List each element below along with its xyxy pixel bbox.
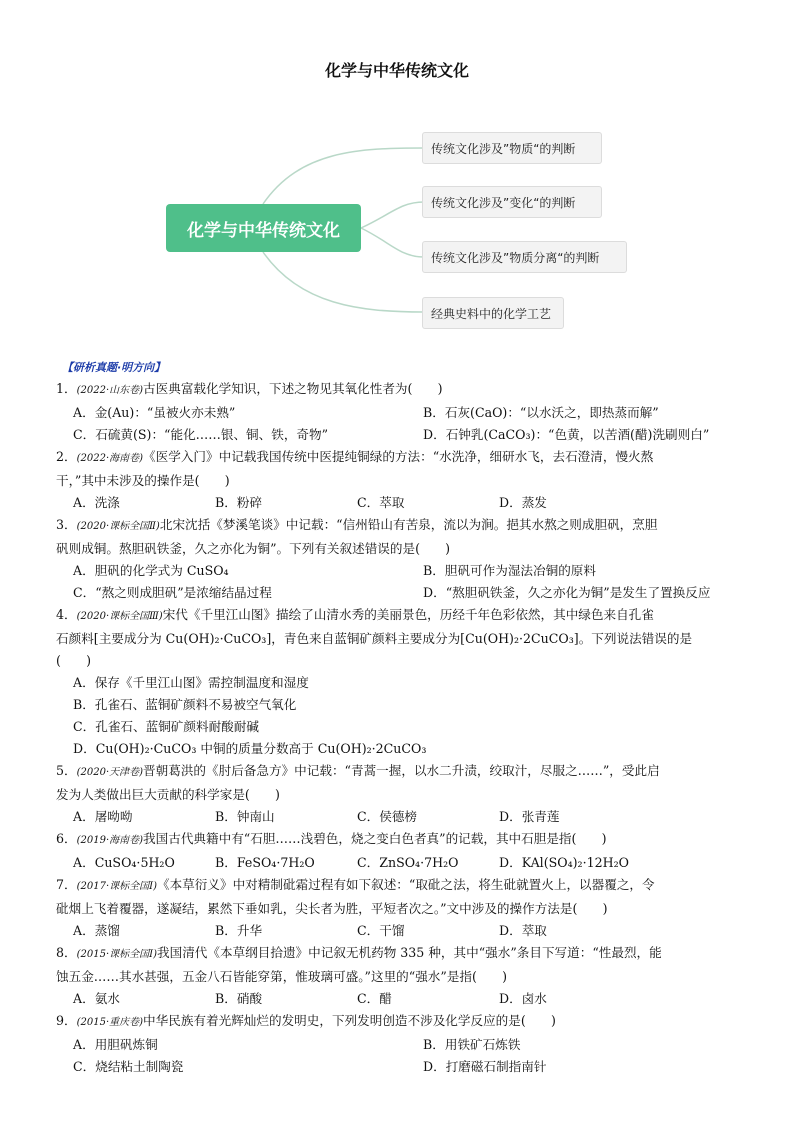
question-text-line: 5．(2020·天津卷)晋朝葛洪的《肘后备急方》中记载：“青蒿一握，以水二升渍，绞取汁，尽服之……”，受此启 [56, 763, 660, 778]
answer-option: C．ZnSO₄·7H₂O [357, 855, 459, 870]
answer-option: A．胆矾的化学式为 CuSO₄ [73, 563, 229, 578]
question-source: (2020·天津卷) [76, 767, 144, 778]
option-row [56, 1034, 746, 1056]
option-row [56, 1056, 746, 1078]
option-row [56, 560, 746, 582]
question-number: 4． [56, 607, 77, 622]
answer-option: C．石硫黄(S)：“能化……银、铜、铁，奇物” [73, 427, 329, 442]
mindmap-connectors [0, 0, 794, 340]
question-source: (2022·海南卷) [76, 453, 144, 464]
answer-option: C．“熬之则成胆矾”是浓缩结晶过程 [73, 585, 272, 600]
answer-option: B．FeSO₄·7H₂O [215, 855, 315, 870]
question-source: (2017·课标全国Ⅰ) [76, 881, 157, 892]
question-item [56, 874, 746, 942]
answer-option: A．蒸馏 [73, 923, 120, 938]
answer-option: B．孔雀石、蓝铜矿颜料不易被空气氧化 [73, 697, 297, 712]
answer-option: B．胆矾可作为湿法冶铜的原料 [423, 563, 596, 578]
mindmap-center-node: 化学与中华传统文化 [166, 204, 361, 252]
answer-option: D．萃取 [499, 923, 547, 938]
answer-option: A．用胆矾炼铜 [73, 1037, 158, 1052]
question-text-line: 7．(2017·课标全国Ⅰ)《本草衍义》中对精制砒霜过程有如下叙述：“取砒之法，将生砒就置火上，以器覆之，令 [56, 877, 655, 892]
answer-option: D．石钟乳(CaCO₃)：“色黄，以苦酒(醋)洗刷则白” [423, 427, 710, 442]
question-number: 3． [56, 517, 77, 532]
answer-option: B．钟南山 [215, 809, 275, 824]
answer-option: C．孔雀石、蓝铜矿颜料耐酸耐碱 [73, 719, 259, 734]
mindmap-branch: 经典史料中的化学工艺 [422, 297, 564, 329]
question-text-line: 砒烟上飞着覆器，遂凝结，累然下垂如乳，尖长者为胜，平短者次之。”文中涉及的操作方法是( ) [56, 901, 608, 916]
answer-option: B．升华 [215, 923, 263, 938]
option-row [56, 694, 746, 716]
page-title: 化学与中华传统文化 [324, 61, 469, 80]
answer-option: C．侯德榜 [357, 809, 418, 824]
question-item [56, 828, 746, 874]
option-row [56, 852, 746, 874]
question-source: (2020·课标全国Ⅱ) [76, 521, 160, 532]
answer-option: A．洗涤 [73, 495, 120, 510]
question-text-line: 1．(2022·山东卷)古医典富载化学知识，下述之物见其氧化性者为( ) [56, 381, 443, 396]
mindmap-branch: 传统文化涉及”变化“的判断 [422, 186, 602, 218]
section-label: 【研析真题·明方向】 [62, 361, 166, 374]
option-row [56, 492, 746, 514]
option-row [56, 988, 746, 1010]
question-number: 5． [56, 763, 77, 778]
option-row [56, 920, 746, 942]
question-item [56, 514, 746, 604]
question-text-line: 干，”其中未涉及的操作是( ) [56, 473, 230, 488]
mindmap-branch: 传统文化涉及”物质分离“的判断 [422, 241, 627, 273]
question-item [56, 760, 746, 828]
question-number: 6． [56, 831, 77, 846]
option-row [56, 806, 746, 828]
question-source: (2015·课标全国Ⅰ) [76, 949, 157, 960]
question-text-line: 4．(2020·课标全国Ⅲ)宋代《千里江山图》描绘了山清水秀的美丽景色，历经千年色彩依然，其中绿色来自孔雀 [56, 607, 654, 622]
answer-option: A．屠呦呦 [73, 809, 133, 824]
option-row [56, 582, 746, 604]
answer-option: C．干馏 [357, 923, 405, 938]
option-row [56, 716, 746, 738]
answer-option: B．用铁矿石炼铁 [423, 1037, 521, 1052]
answer-option: A．CuSO₄·5H₂O [73, 855, 175, 870]
question-text-line: 发为人类做出巨大贡献的科学家是( ) [56, 787, 280, 802]
answer-option: B．粉碎 [215, 495, 263, 510]
question-item [56, 378, 746, 446]
answer-option: B．硝酸 [215, 991, 263, 1006]
question-list [56, 378, 746, 1078]
option-row [56, 738, 746, 760]
answer-option: B．石灰(CaO)：“以水沃之，即热蒸而解” [423, 405, 659, 420]
question-item [56, 604, 746, 760]
answer-option: A．保存《千里江山图》需控制温度和湿度 [73, 675, 309, 690]
answer-option: C．醋 [357, 991, 392, 1006]
question-number: 2． [56, 449, 77, 464]
answer-option: D．卤水 [499, 991, 547, 1006]
answer-option: C．萃取 [357, 495, 405, 510]
mindmap-branch: 传统文化涉及”物质“的判断 [422, 132, 602, 164]
question-text-line: 矾则成铜。熬胆矾铁釜，久之亦化为铜”。下列有关叙述错误的是( ) [56, 541, 451, 556]
question-number: 8． [56, 945, 77, 960]
answer-option: C．烧结粘土制陶瓷 [73, 1059, 184, 1074]
answer-option: D．Cu(OH)₂·CuCO₃ 中铜的质量分数高于 Cu(OH)₂·2CuCO₃ [73, 741, 427, 756]
answer-option: D．张青莲 [499, 809, 560, 824]
question-source: (2019·海南卷) [76, 835, 144, 846]
question-number: 9． [56, 1013, 77, 1028]
question-text-line: 蚀五金……其水甚强，五金八石皆能穿第，惟玻璃可盛。”这里的“强水”是指( ) [56, 969, 508, 984]
answer-option: D．打磨磁石制指南针 [423, 1059, 547, 1074]
answer-option: D．“熬胆矾铁釜，久之亦化为铜”是发生了置换反应 [423, 585, 711, 600]
question-text-line: ( ) [56, 653, 92, 668]
question-source: (2022·山东卷) [76, 385, 144, 396]
option-row [56, 424, 746, 446]
answer-option: A．氨水 [73, 991, 120, 1006]
question-text-line: 2．(2022·海南卷)《医学入门》中记载我国传统中医提纯铜绿的方法：“水洗净，细研水飞，去石澄清，慢火熬 [56, 449, 654, 464]
question-item [56, 446, 746, 514]
question-text-line: 9．(2015·重庆卷)中华民族有着光辉灿烂的发明史，下列发明创造不涉及化学反应的是( ) [56, 1013, 556, 1028]
question-text-line: 3．(2020·课标全国Ⅱ)北宋沈括《梦溪笔谈》中记载：“信州铅山有苦泉，流以为涧。挹其水熬之则成胆矾，烹胆 [56, 517, 658, 532]
option-row [56, 402, 746, 424]
option-row [56, 672, 746, 694]
question-text-line: 石颜料[主要成分为 Cu(OH)₂·CuCO₃]，青色来自蓝铜矿颜料主要成分为[Cu(OH)₂·2CuCO₃]。下列说法错误的是 [56, 631, 693, 646]
question-text-line: 8．(2015·课标全国Ⅰ)我国清代《本草纲目拾遗》中记叙无机药物 335 种，其中“强水”条目下写道：“性最烈，能 [56, 945, 662, 960]
question-text-line: 6．(2019·海南卷)我国古代典籍中有“石胆……浅碧色，烧之变白色者真”的记载，其中石胆是指( ) [56, 831, 607, 846]
answer-option: D．KAl(SO₄)₂·12H₂O [499, 855, 629, 870]
answer-option: D．蒸发 [499, 495, 547, 510]
question-item [56, 1010, 746, 1078]
answer-option: A．金(Au)：“虽被火亦未熟” [73, 405, 236, 420]
question-source: (2020·课标全国Ⅲ) [76, 611, 163, 622]
question-number: 7． [56, 877, 77, 892]
question-item [56, 942, 746, 1010]
question-source: (2015·重庆卷) [76, 1017, 144, 1028]
question-number: 1． [56, 381, 77, 396]
